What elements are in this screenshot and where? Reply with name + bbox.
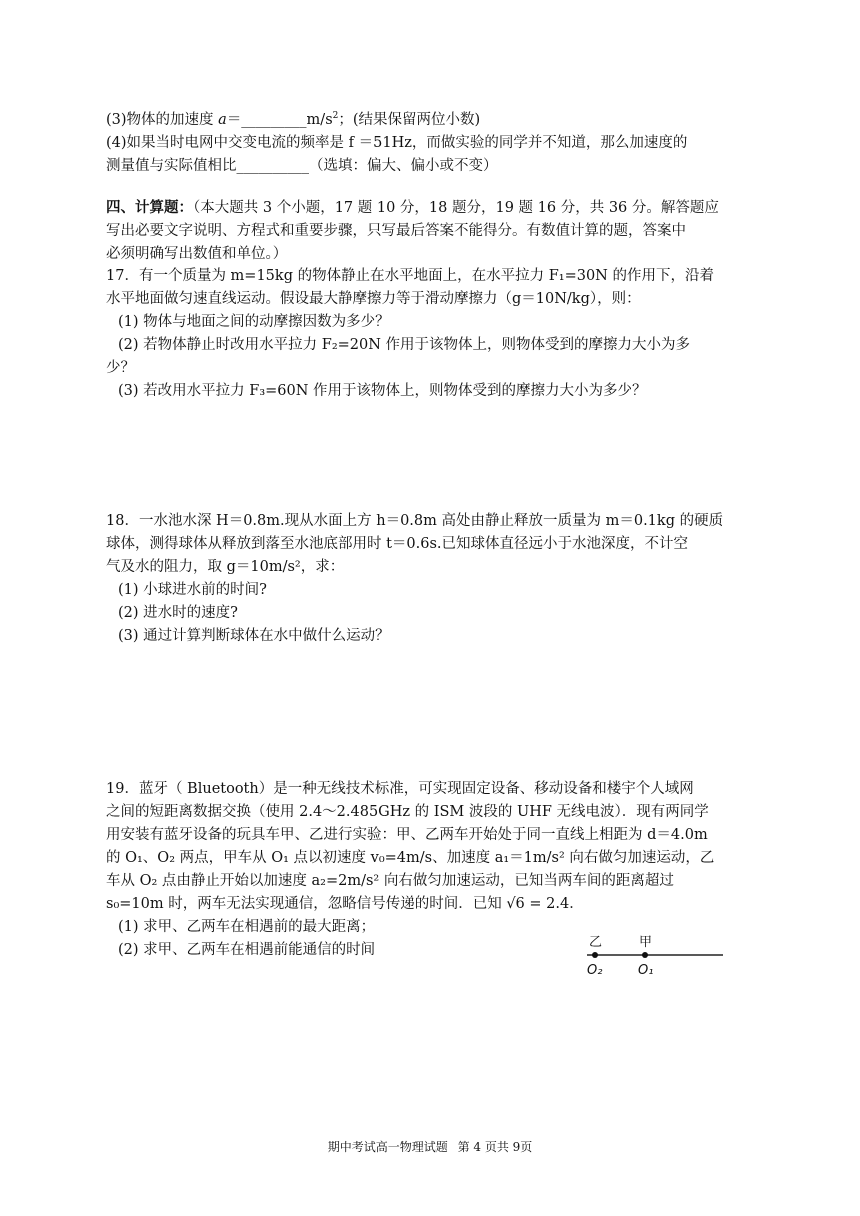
q17-line2: 水平地面做匀速直线运动。假设最大静摩擦力等于滑动摩擦力（g＝10N/kg），则：: [106, 291, 641, 307]
label-o2: O₂: [587, 963, 603, 978]
q17-line1: 17．有一个质量为 m=15kg 的物体静止在水平地面上，在水平拉力 F₁=30N 的作用下，沿着: [106, 268, 714, 284]
footer-exam-title: 期中考试高一物理试题: [327, 1140, 448, 1154]
q17-sub3: (3) 若改用水平拉力 F₃=60N 作用于该物体上，则物体受到的摩擦力大小为多少？: [118, 383, 647, 399]
q19-line1: 19．蓝牙（ Bluetooth）是一种无线技术标准，可实现固定设备、移动设备和楼宇个人域网: [106, 781, 694, 797]
label-yi: 乙: [589, 935, 603, 950]
point-o1: [642, 952, 648, 958]
section-line1: 四、计算题：（本大题共 3 个小题，17 题 10 分，18 题分，19 题 16 分，共 36 分。解答题应: [106, 199, 719, 216]
section-line3: 必须明确写出数值和单位。）: [106, 246, 288, 262]
q16-part4-line2: 测量值与实际值相比__________（选填：偏大、偏小或不变）: [106, 157, 498, 174]
q18-line1: 18．一水池水深 H＝0.8m.现从水面上方 h＝0.8m 高处由静止释放一质量为 m＝0.1kg 的硬质: [106, 513, 724, 529]
q18-sub3: (3) 通过计算判断球体在水中做什么运动？: [118, 628, 390, 644]
q17-sub2-line2: 少？: [106, 360, 135, 376]
q19-sub2: (2) 求甲、乙两车在相遇前能通信的时间: [118, 942, 376, 958]
q17-sub2-line1: (2) 若物体静止时改用水平拉力 F₂=20N 作用于该物体上，则物体受到的摩擦力大小为多: [118, 337, 691, 353]
footer-page-number: 第 4 页共 9页: [457, 1140, 533, 1154]
section-line2: 写出必要文字说明、方程式和重要步骤，只写最后答案不能得分。有数值计算的题，答案中: [106, 223, 686, 239]
q19-line6: s₀=10m 时，两车无法实现通信，忽略信号传递的时间．已知 √6 = 2.4．: [106, 896, 584, 912]
q16-part4-line1: (4)如果当时电网中交变电流的频率是 f ＝51Hz，而做实验的同学并不知道，那么加速度的: [106, 134, 688, 151]
label-o1: O₁: [638, 963, 654, 978]
q19-line2: 之间的短距离数据交换（使用 2.4～2.485GHz 的 ISM 波段的 UHF 无线电波）．现有两同学: [106, 804, 709, 820]
q17-sub1: (1) 物体与地面之间的动摩擦因数为多少？: [118, 314, 390, 330]
q19-line5: 车从 O₂ 点由静止开始以加速度 a₂=2m/s² 向右做匀加速运动，已知当两车间的距离超过: [106, 873, 674, 889]
label-jia: 甲: [639, 935, 653, 950]
q19-sub1: (1) 求甲、乙两车在相遇前的最大距离；: [118, 919, 376, 935]
q19-line3: 用安装有蓝牙设备的玩具车甲、乙进行实验：甲、乙两车开始处于同一直线上相距为 d＝4.0m: [106, 827, 708, 843]
page-footer: [0, 1138, 860, 1155]
cars-figure: [575, 933, 725, 983]
point-o2: [592, 952, 598, 958]
q16-parts: [106, 105, 746, 178]
section-calculation: [106, 196, 746, 266]
q16-part3: (3)物体的加速度 $a=\_\_\_\_\_\_\_\_\_m/s^2$；(结果保留两位小数): [106, 111, 481, 128]
q19-line4: 的 O₁、O₂ 两点，甲车从 O₁ 点以初速度 v₀=4m/s、加速度 a₁＝1m/s² 向右做匀加速运动，乙: [106, 850, 715, 866]
q18-line2: 球体，测得球体从释放到落至水池底部用时 t＝0.6s.已知球体直径远小于水池深度，不计空: [106, 536, 689, 552]
q18-sub2: (2) 进水时的速度?: [118, 605, 238, 621]
question-18: [106, 510, 746, 648]
question-17: [106, 265, 746, 403]
q18-line3: 气及水的阻力，取 g＝10m/s²，求：: [106, 559, 345, 575]
section-title: 四、计算题：: [106, 199, 193, 216]
q18-sub1: (1) 小球进水前的时间?: [118, 582, 267, 598]
